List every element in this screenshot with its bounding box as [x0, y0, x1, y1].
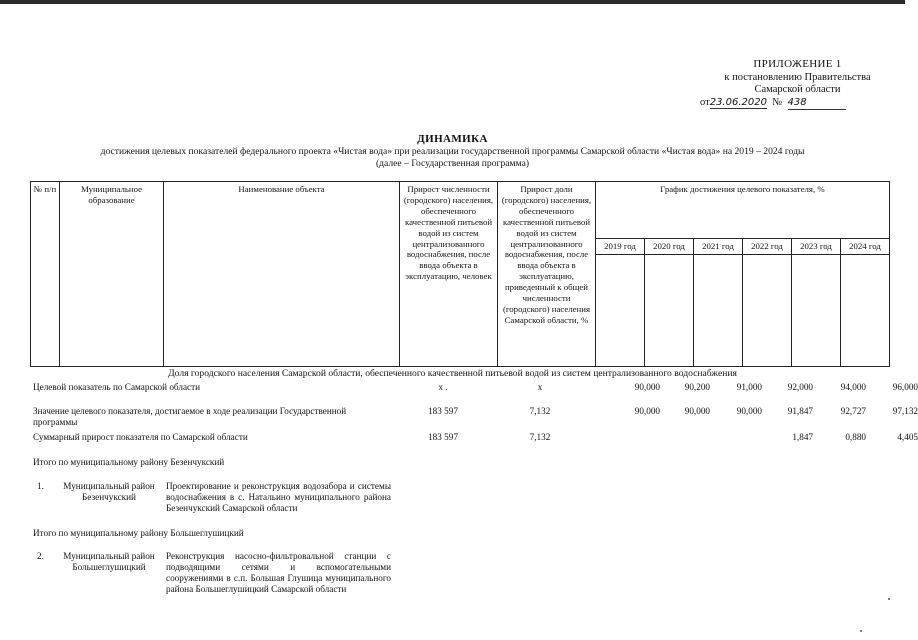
- row-share: 7,132: [529, 432, 551, 442]
- number-prefix: №: [772, 97, 783, 108]
- year-blank-2023: [792, 255, 841, 367]
- header-col-increase: Прирост численности (городского) населения, обеспеченного качественной питьевой водой из систем централизованного водоснабжения, после ввода объекта в эксплуатацию, человек: [400, 182, 498, 367]
- item-object: Реконструкция насосно-фильтровальной станции с подводящими сетями и вспомогательными сооружениями в с.п. Большая Глушица муниципального района Большеглушицкий Самарской области: [166, 551, 391, 594]
- year-blank-2021: [694, 255, 743, 367]
- scan-top-edge: [0, 0, 905, 4]
- header-col-share: Прирост доли (городского) населения, обеспеченного качественной питьевой водой из систем централизованного водоснабжения, после ввода объекта в эксплуатацию, приведенный к общей численности (городского) населения Самарской области, %: [498, 182, 596, 367]
- row-2019: 90,000: [634, 406, 660, 416]
- row-share: 7,132: [529, 406, 551, 416]
- section-total-bezenchuk: Итого по муниципальному району Безенчукский: [33, 457, 225, 467]
- appendix-block: [700, 58, 895, 110]
- year-blank-2020: [645, 255, 694, 367]
- handwritten-number: 438: [788, 97, 846, 110]
- row-2019: 90,000: [634, 382, 660, 392]
- header-col-schedule: График достижения целевого показателя, %: [596, 182, 890, 239]
- year-blank-2024: [841, 255, 890, 367]
- item-number: 2.: [37, 551, 44, 561]
- doc-subtitle: достижения целевых показателей федерального проекта «Чистая вода» при реализации государственной программы Самарской области «Чистая вода» на 2019 – 2024 годы: [100, 146, 805, 157]
- row-2020: 90,000: [684, 406, 710, 416]
- header-table: [30, 181, 890, 367]
- year-2019: 2019 год: [596, 239, 645, 255]
- row-increase: 183 597: [428, 432, 458, 442]
- header-col-object: Наименование объекта: [164, 182, 400, 367]
- appendix-title: ПРИЛОЖЕНИЕ 1: [753, 58, 842, 70]
- scan-speck: [888, 598, 890, 600]
- table-row-achieved: [33, 406, 918, 432]
- scan-speck: [860, 630, 862, 632]
- row-increase: 183 597: [428, 406, 458, 416]
- item-number: 1.: [37, 481, 44, 491]
- year-blank-2022: [743, 255, 792, 367]
- year-2022: 2022 год: [743, 239, 792, 255]
- table-caption: Доля городского населения Самарской области, обеспеченного качественной питьевой водой из систем централизованного водоснабжения: [168, 368, 737, 379]
- row-2023: 0,880: [845, 432, 866, 442]
- row-2023: 94,000: [840, 382, 866, 392]
- date-prefix: от: [700, 97, 710, 108]
- header-col-no: № п/п: [31, 182, 60, 367]
- row-increase: х .: [438, 382, 448, 392]
- row-label: Суммарный прирост показателя по Самарской области: [33, 432, 248, 442]
- appendix-date-line: [700, 97, 895, 110]
- appendix-line-2: Самарской области: [754, 84, 841, 95]
- row-2022: 1,847: [792, 432, 813, 442]
- row-2021: 90,000: [736, 406, 762, 416]
- header-col-municipal: Муниципальное образование: [60, 182, 164, 367]
- table-row-target: [33, 382, 918, 408]
- item-municipal: Муниципальный район Большеглушицкий: [63, 551, 155, 572]
- row-2022: 91,847: [787, 406, 813, 416]
- year-2020: 2020 год: [645, 239, 694, 255]
- row-share: х: [537, 382, 543, 392]
- year-2021: 2021 год: [694, 239, 743, 255]
- item-object: Проектирование и реконструкция водозабора и системы водоснабжения в с. Натальино муниципального района Безенчукский Самарской области: [166, 481, 391, 513]
- row-2024: 4,405: [897, 432, 918, 442]
- row-2024: 97,132: [892, 406, 918, 416]
- row-label: Целевой показатель по Самарской области: [33, 382, 201, 392]
- item-municipal: Муниципальный район Безенчукский: [63, 481, 155, 502]
- table-row-total-increase: [33, 432, 918, 458]
- section-total-bolsheglush: Итого по муниципальному району Большеглушицкий: [33, 528, 244, 538]
- year-2024: 2024 год: [841, 239, 890, 255]
- row-2024: 96,000: [892, 382, 918, 392]
- row-label: Значение целевого показателя, достигаемое в ходе реализации Государственной программы: [33, 406, 347, 427]
- year-2023: 2023 год: [792, 239, 841, 255]
- doc-subtitle-note: (далее – Государственная программа): [375, 158, 530, 169]
- year-blank-2019: [596, 255, 645, 367]
- row-2022: 92,000: [787, 382, 813, 392]
- row-2021: 91,000: [736, 382, 762, 392]
- handwritten-date: 23.06.2020: [709, 97, 767, 108]
- row-2020: 90,200: [684, 382, 710, 392]
- appendix-line-1: к постановлению Правительства: [724, 72, 871, 83]
- row-2023: 92,727: [840, 406, 866, 416]
- doc-title: ДИНАМИКА: [417, 133, 488, 145]
